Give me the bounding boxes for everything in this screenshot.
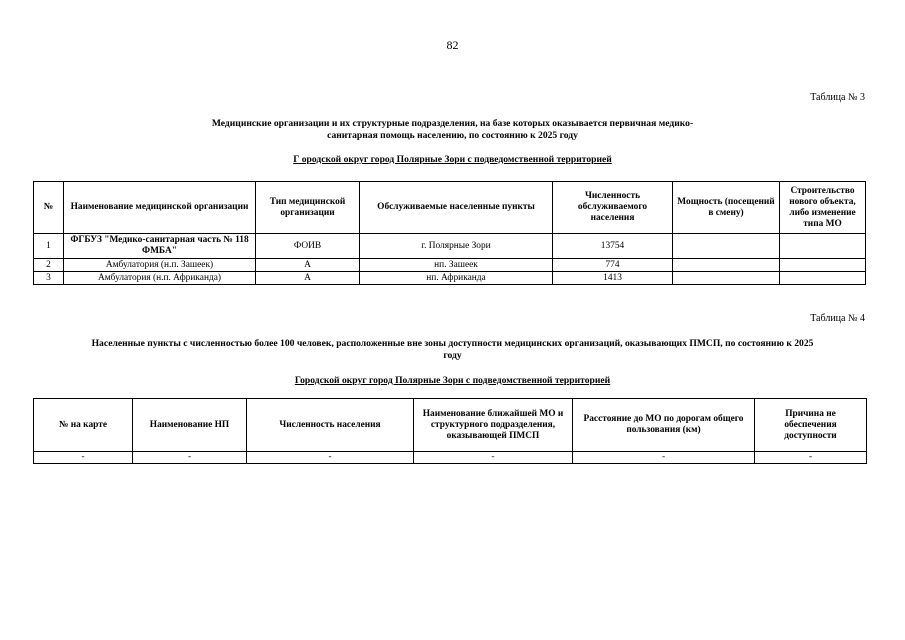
table-header-row bbox=[34, 399, 867, 452]
table-4-subtitle: Городской округ город Полярные Зори с подведомственной территорией bbox=[294, 375, 611, 386]
table-cell bbox=[673, 259, 780, 272]
table-header-cell: Расстояние до МО по дорогам общего пользования (км) bbox=[573, 399, 755, 452]
table-cell: А bbox=[256, 259, 360, 272]
table-cell: нп. Зашеек bbox=[360, 259, 553, 272]
table-3-title bbox=[30, 118, 875, 142]
table-cell: - bbox=[573, 452, 755, 464]
table-row bbox=[34, 452, 867, 464]
table-cell: - bbox=[247, 452, 414, 464]
table-cell: - bbox=[755, 452, 867, 464]
table-header-row bbox=[34, 182, 866, 234]
table-header-cell: Наименование медицинской организации bbox=[64, 182, 256, 234]
table-header-cell: Причина не обеспечения доступности bbox=[755, 399, 867, 452]
table-4-label: Таблица № 4 bbox=[810, 313, 865, 324]
table-3-title-line: Медицинские организации и их структурные подразделения, на базе которых оказывается первичная медико- bbox=[211, 118, 694, 129]
table-cell: нп. Африканда bbox=[360, 272, 553, 285]
table-cell bbox=[780, 234, 866, 259]
table-cell: 2 bbox=[34, 259, 64, 272]
table-cell: 774 bbox=[553, 259, 673, 272]
table-3-subtitle: Г ородской округ город Полярные Зори с подведомственной территорией bbox=[293, 154, 612, 165]
table-header-cell: № bbox=[34, 182, 64, 234]
table-3-title-line: санитарная помощь населению, по состоянию к 2025 году bbox=[327, 130, 578, 141]
table-header-cell: Обслуживаемые населенные пункты bbox=[360, 182, 553, 234]
table-cell: 1413 bbox=[553, 272, 673, 285]
table-cell: - bbox=[414, 452, 573, 464]
table-header-cell: Наименование НП bbox=[133, 399, 247, 452]
table-header-cell: Численность обслуживаемого населения bbox=[553, 182, 673, 234]
table-row bbox=[34, 234, 866, 259]
table-header-cell: Мощность (посещений в смену) bbox=[673, 182, 780, 234]
table-header-cell: Наименование ближайшей МО и структурного подразделения, оказывающей ПМСП bbox=[414, 399, 573, 452]
table-cell: г. Полярные Зори bbox=[360, 234, 553, 259]
table-cell bbox=[780, 272, 866, 285]
table-4-title bbox=[30, 338, 875, 362]
page-number: 82 bbox=[446, 38, 459, 52]
table-4-title-line: Населенные пункты с численностью более 100 человек, расположенные вне зоны доступности медицинских организаций, оказывающих ПМСП, по состоянию к 2025 bbox=[91, 338, 814, 349]
table-cell: - bbox=[133, 452, 247, 464]
table-cell bbox=[780, 259, 866, 272]
table-cell bbox=[673, 272, 780, 285]
table-3-label: Таблица № 3 bbox=[810, 92, 865, 103]
table-row bbox=[34, 259, 866, 272]
table-cell: Амбулатория (н.п. Африканда) bbox=[64, 272, 256, 285]
table-4 bbox=[33, 398, 867, 464]
table-cell: 13754 bbox=[553, 234, 673, 259]
table-row bbox=[34, 272, 866, 285]
table-header-cell: Численность населения bbox=[247, 399, 414, 452]
table-cell: ФОИВ bbox=[256, 234, 360, 259]
table-cell: А bbox=[256, 272, 360, 285]
table-header-cell: Тип медицинской организации bbox=[256, 182, 360, 234]
table-header-cell: № на карте bbox=[34, 399, 133, 452]
table-4-title-line: году bbox=[443, 350, 462, 361]
table-cell: Амбулатория (н.п. Зашеек) bbox=[64, 259, 256, 272]
table-cell: ФГБУЗ "Медико-санитарная часть № 118 ФМБА" bbox=[64, 234, 256, 259]
table-3 bbox=[33, 181, 866, 285]
table-cell: 1 bbox=[34, 234, 64, 259]
table-cell: - bbox=[34, 452, 133, 464]
table-cell bbox=[673, 234, 780, 259]
table-header-cell: Строительство нового объекта, либо изменение типа МО bbox=[780, 182, 866, 234]
table-cell: 3 bbox=[34, 272, 64, 285]
